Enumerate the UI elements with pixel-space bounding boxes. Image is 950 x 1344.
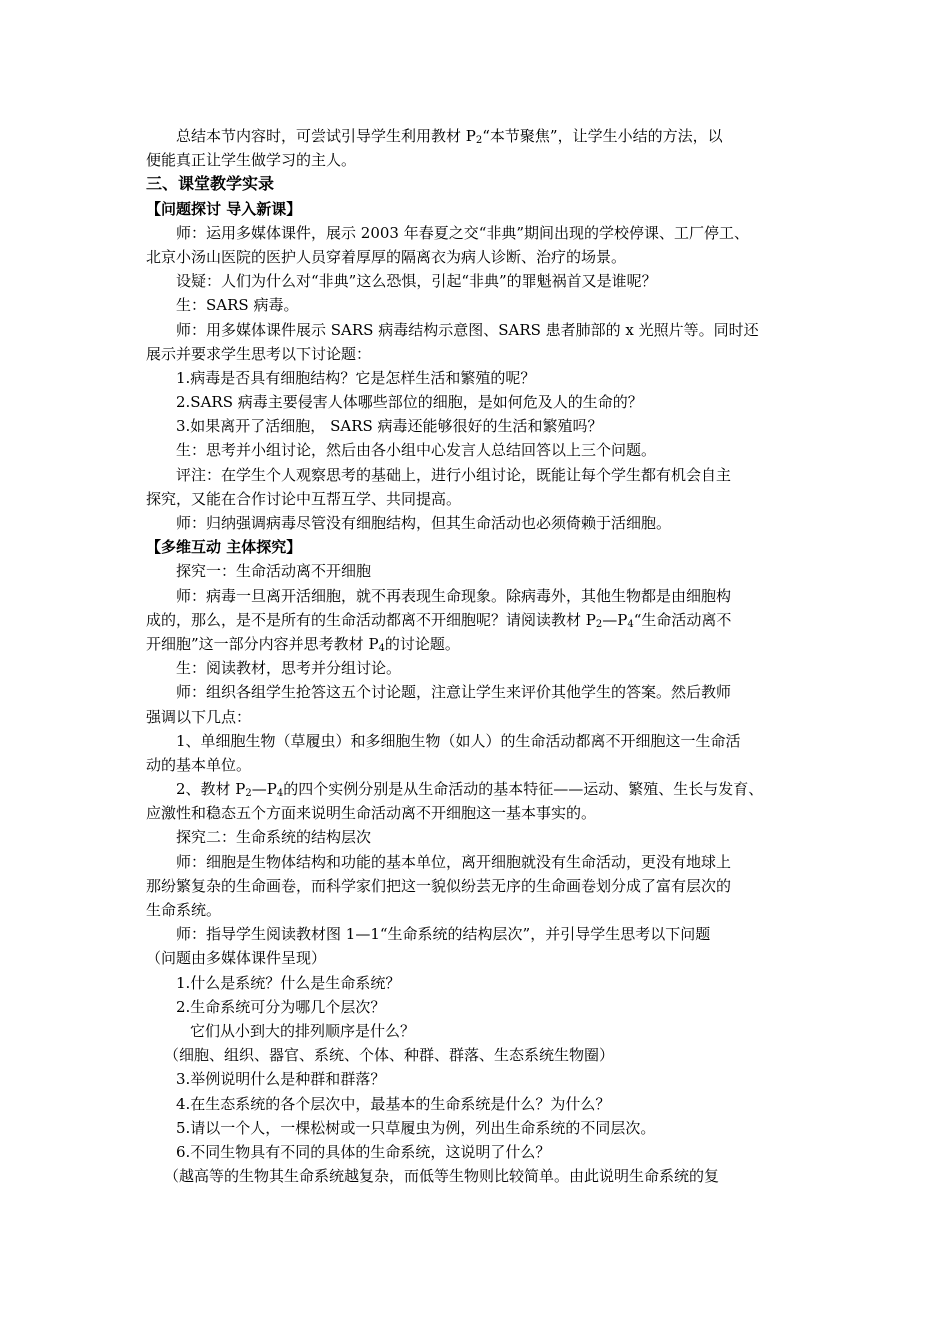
paragraph-line [146, 632, 810, 656]
subscript: 4 [378, 642, 385, 654]
exploration-title: 探究二：生命系统的结构层次 [176, 828, 372, 847]
intro-text: 总结本节内容时，可尝试引导学生利用教材 P [176, 127, 476, 145]
subscript: 4 [627, 618, 634, 630]
paragraph-line: 师：指导学生阅读教材图 1—1“生命系统的结构层次”，并引导学生思考以下问题 [176, 925, 711, 944]
paragraph-line: 展示并要求学生思考以下讨论题： [146, 344, 372, 363]
paragraph-line: 生命系统。 [146, 901, 222, 919]
exploration-title: 探究一：生命活动离不开细胞 [176, 562, 372, 581]
intro-line-2: 便能真正让学生做学习的主人。 [146, 151, 357, 170]
paragraph-text: 开细胞”这一部分内容并思考教材 P [146, 634, 379, 653]
question-item: 4.在生态系统的各个层次中，最基本的生命系统是什么？为什么？ [176, 1094, 611, 1113]
paragraph-text: 的讨论题。 [384, 634, 460, 653]
question-item: 2.SARS 病毒主要侵害人体哪些部位的细胞，是如何危及人的生命的？ [176, 393, 643, 412]
paragraph-line: 师：细胞是生物体结构和功能的基本单位，离开细胞就没有生命活动，更没有地球上 [176, 852, 732, 871]
paragraph-line [146, 608, 810, 632]
part1-heading: 【问题探讨 导入新课】 [146, 199, 302, 218]
point-item: 应激性和稳态五个方面来说明生命活动离不开细胞这一基本事实的。 [146, 804, 597, 823]
paragraph-line: 师：运用多媒体课件，展示 2003 年春夏之交“非典”期间出现的学校停课、工厂停工、 [176, 223, 750, 242]
question-item: 1.病毒是否具有细胞结构？它是怎样生活和繁殖的呢？ [176, 368, 536, 387]
point-text: 的四个实例分别是从生命活动的基本特征——运动、繁殖、生长与发育、 [283, 780, 764, 799]
question-item: 5.请以一个人，一棵松树或一只草履虫为例，列出生命系统的不同层次。 [176, 1118, 656, 1137]
paragraph-line: 探究，又能在合作讨论中互帮互学、共同提高。 [146, 489, 462, 508]
question-item: 1.什么是系统？什么是生命系统？ [176, 973, 401, 992]
paragraph-line: 生：阅读教材，思考并分组讨论。 [176, 659, 402, 678]
paragraph-line: 师：用多媒体课件展示 SARS 病毒结构示意图、SARS 患者肺部的 x 光照片等。同时还 [176, 320, 759, 339]
question-item: 6.不同生物具有不同的具体的生命系统，这说明了什么？ [176, 1142, 551, 1161]
question-item: 3.如果离开了活细胞， SARS 病毒还能够很好的生活和繁殖吗？ [176, 417, 603, 436]
paragraph-line: 强调以下几点： [146, 707, 252, 726]
paragraph-text: “生命活动离不 [633, 610, 732, 629]
subscript: 2 [475, 135, 483, 146]
paragraph-text: 成的，那么，是不是所有的生命活动都离不开细胞呢？请阅读教材 P [146, 610, 596, 629]
point-item [146, 777, 810, 801]
point-text: —P [251, 780, 277, 799]
part2-heading: 【多维互动 主体探究】 [146, 538, 302, 557]
paragraph-text: —P [602, 610, 628, 629]
paragraph-line: 设疑：人们为什么对“非典”这么恐惧，引起“非典”的罪魁祸首又是谁呢？ [176, 272, 657, 291]
paragraph-line: 北京小汤山医院的医护人员穿着厚厚的隔离衣为病人诊断、治疗的场景。 [146, 247, 627, 266]
paragraph-line: 那纷繁复杂的生命画卷，而科学家们把这一貌似纷芸无序的生命画卷划分成了富有层次的 [146, 876, 732, 895]
intro-text: “本节聚焦”，让学生小结的方法，以 [482, 127, 723, 145]
point-text: 2、教材 P [176, 780, 246, 799]
paragraph-line: 师：归纳强调病毒尽管没有细胞结构，但其生命活动也必须倚赖于活细胞。 [176, 514, 672, 532]
paragraph-line: 生：思考并小组讨论，然后由各小组中心发言人总结回答以上三个问题。 [176, 441, 657, 460]
point-item: 1、单细胞生物（草履虫）和多细胞生物（如人）的生命活动都离不开细胞这一生命活 [176, 731, 741, 750]
section-heading: 三、课堂教学实录 [146, 174, 275, 194]
subscript: 2 [595, 618, 603, 630]
document-page [146, 124, 810, 1188]
paragraph-line: 评注：在学生个人观察思考的基础上，进行小组讨论，既能让每个学生都有机会自主 [176, 465, 732, 484]
subscript: 4 [276, 788, 284, 800]
question-answer: （越高等的生物其生命系统越复杂，而低等生物则比较简单。由此说明生命系统的复 [164, 1167, 720, 1186]
question-answer: （细胞、组织、器官、系统、个体、种群、群落、生态系统生物圈） [164, 1046, 615, 1065]
paragraph-line: 师：组织各组学生抢答这五个讨论题，注意让学生来评价其他学生的答案。然后教师 [176, 683, 732, 702]
subscript: 2 [245, 788, 252, 800]
paragraph-line: 生：SARS 病毒。 [176, 296, 299, 315]
point-item: 动的基本单位。 [146, 755, 252, 774]
question-item: 它们从小到大的排列顺序是什么？ [190, 1021, 416, 1040]
intro-line-1 [146, 124, 810, 148]
question-item: 2.生命系统可分为哪几个层次？ [176, 997, 386, 1016]
paragraph-line: 师：病毒一旦离开活细胞，就不再表现生命现象。除病毒外，其他生物都是由细胞构 [176, 586, 732, 605]
question-item: 3.举例说明什么是种群和群落？ [176, 1070, 386, 1089]
paragraph-line: （问题由多媒体课件呈现） [146, 949, 327, 968]
